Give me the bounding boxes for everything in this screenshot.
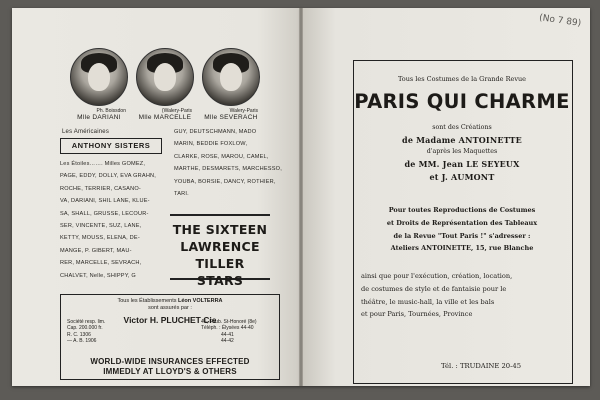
cast-line: RER, MARCELLE, SEVRACH, (60, 260, 142, 267)
ad-brand: Victor H. PLUCHET Cie (123, 315, 217, 325)
credit-line-1: sont des Créations (432, 124, 492, 131)
ad-line-1: Tous les Établissements Léon VOLTERRA (117, 298, 223, 304)
cast-header: Les Américaines (62, 129, 110, 135)
booklet-spine (299, 8, 303, 386)
right-page (301, 8, 590, 386)
cast-line: YOUBA, BORSIE, DANCY, ROTHIER, (174, 178, 276, 185)
photo-credit: Walery-Paris (229, 108, 258, 114)
portrait-name: Mlle DARIANI (77, 114, 121, 121)
cast-line: MARTHE, DESMARETS, MARCHESSO, (174, 166, 282, 173)
tiller-stars-box (170, 214, 270, 288)
telephone-line: Tél. : TRUDAINE 20-45 (441, 362, 522, 370)
tiller-line: LAWRENCE (180, 239, 260, 254)
open-booklet (12, 8, 590, 386)
credit-line-3: d'après les Maquettes (426, 148, 498, 155)
ad-address-info: 45, Faub. St-Honoré (8e) Téléph. : Élysées 44-40 44-41 44-42 (201, 319, 257, 345)
cast-line: TARI. (174, 191, 189, 198)
portrait-photo (136, 48, 194, 106)
cast-column-right (174, 126, 284, 200)
services-notice: ainsi que pour l'exécution, création, location, de costumes de style et de fantaisie pour le théâtre, le music-hall, la ville et les bals et pour Paris, Tournées, Province (361, 272, 513, 319)
photo-credit: (Walery-Paris (161, 108, 192, 114)
cast-line: KETTY, MOUSS, ELENA, DE- (60, 235, 140, 242)
cast-line: PAGE, EDDY, DOLLY, EVA GRAHN, (60, 173, 157, 180)
revue-intro: Tous les Costumes de la Grande Revue (397, 75, 527, 83)
portrait-name: Mlle SEVERACH (204, 114, 258, 121)
cast-line: SER, VINCENTE, SUZ, LANE, (60, 223, 142, 230)
revue-title: PARIS QUI CHARME (354, 90, 570, 113)
ad-slogan-1: WORLD-WIDE INSURANCES EFFECTED (90, 357, 250, 366)
portrait-photo (70, 48, 128, 106)
insurance-ad (60, 294, 280, 380)
cast-line: Les Étoiles……. Milles GOMEZ, (60, 161, 146, 167)
cast-column-left (60, 158, 170, 282)
cast-line: SA, SHALL, GRUSSE, LECOUR- (60, 210, 149, 217)
credit-line-4: de MM. Jean LE SEYEUX (404, 159, 520, 169)
ad-slogan-2: IMMEDLY AT LLOYD'S & OTHERS (103, 367, 237, 376)
left-page (12, 8, 301, 386)
tiller-line: THE SIXTEEN (172, 222, 268, 237)
portrait-photo (202, 48, 260, 106)
cast-line: ROCHE, TERRIER, CASANO- (60, 185, 141, 192)
handwritten-note: (No 7 89) (538, 13, 582, 29)
cast-line: CLARKE, ROSE, MAROU, CAMEL, (174, 153, 269, 160)
ad-company-info: Société resp. lim. Cap. 200.000 fr. R. C. 1306 — A. B. 1906 (67, 319, 106, 345)
credit-line-2: de Madame ANTOINETTE (402, 135, 522, 145)
tiller-line: TILLER STARS (195, 256, 245, 288)
cast-line: GUY, DEUTSCHMANN, MADO (174, 129, 257, 135)
cast-line: VA, DARIANI, SHIL LANE, KLUE- (60, 198, 150, 205)
reproduction-notice: Pour toutes Reproductions de Costumes et Droits de Représentation des Tableaux de la Revue "Tout Paris !" s'adresser : Ateliers ANTOINETTE, 15, rue Blanche (386, 206, 538, 253)
ad-line-2: sont assurés par : (148, 305, 192, 311)
credit-line-5: et J. AUMONT (429, 172, 495, 182)
portrait-severach (202, 48, 260, 121)
cast-line: CHALVET, Nelle, SHIPPY, G (60, 272, 136, 279)
photo-credit: Ph. Boissdon (96, 108, 126, 114)
anthony-sisters-box: ANTHONY SISTERS (60, 138, 162, 154)
cast-line: MARIN, BEDDIE FOXLOW, (174, 141, 248, 148)
cast-line: MANGE, P. GIBERT, MAU- (60, 247, 132, 254)
portrait-name: Mlle MARCELLE (138, 114, 192, 121)
portrait-marcelle (136, 48, 194, 121)
portrait-dariani (70, 48, 128, 121)
